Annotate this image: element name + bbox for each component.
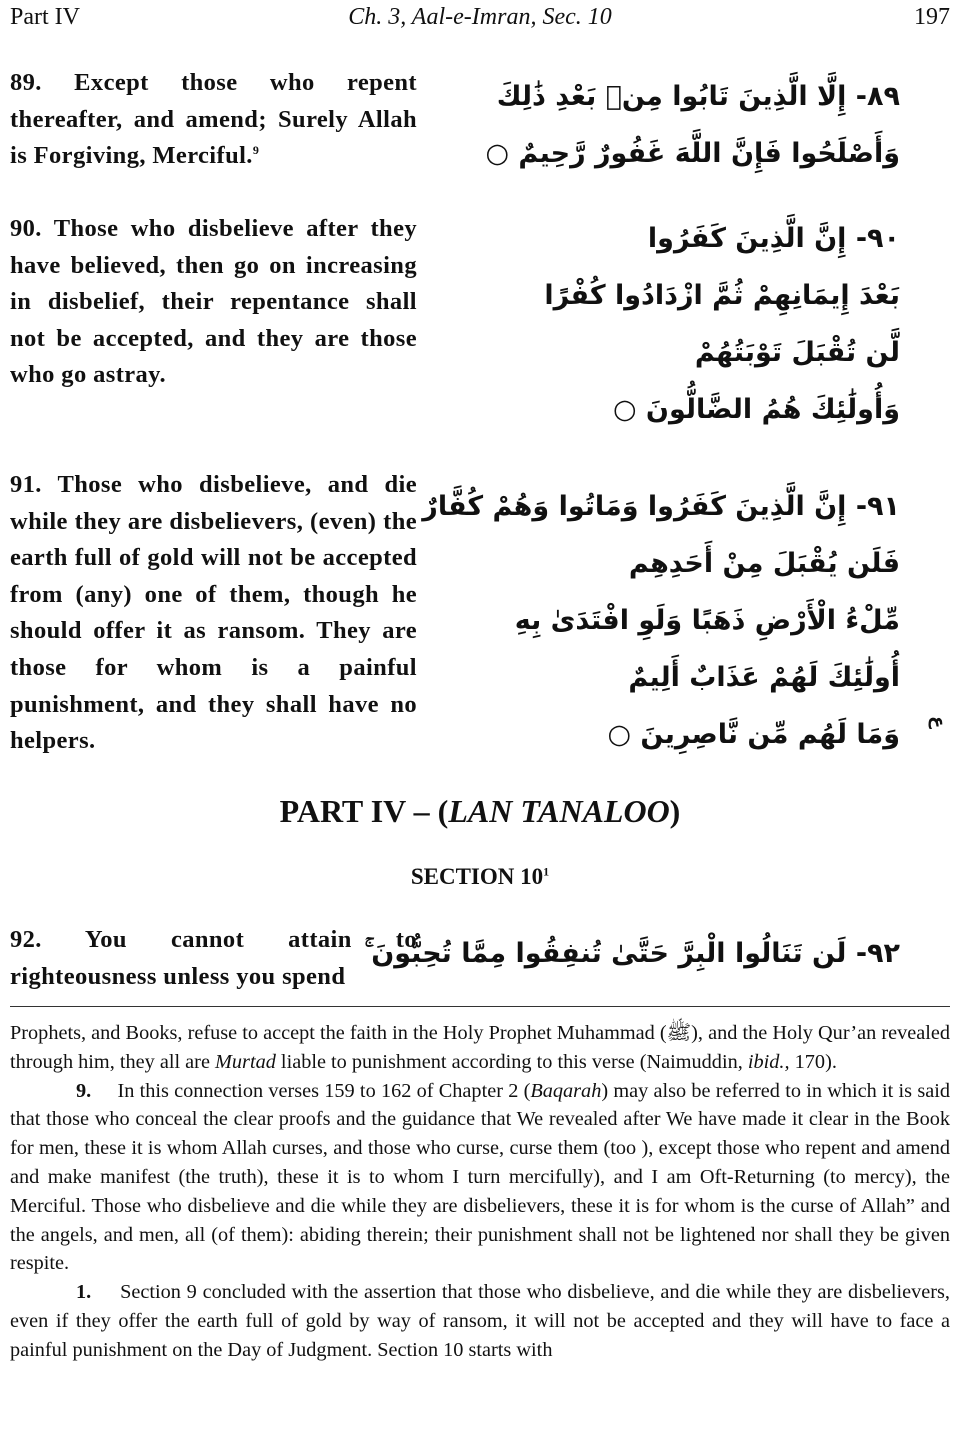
arabic-line: لَّن تُقْبَلَ تَوْبَتُهُمْ bbox=[694, 337, 900, 368]
note-italic: Baqarah bbox=[530, 1079, 602, 1102]
verse-90-translation bbox=[10, 211, 417, 394]
verse-90-text: 90. Those who disbelieve after they have believed, then go on increasing in disbelief, their repentance shall not be accepted, and they are those who go astray. bbox=[10, 215, 417, 389]
footnote-divider bbox=[10, 1006, 950, 1007]
footnote-continuation bbox=[10, 1019, 950, 1077]
verse-91-text: 91. Those who disbelieve, and die while they are disbelievers, (even) the earth full of gold will not be accepted from (any) one of them, though he should offer it as ransom. They are those for whom is a painful punishment, and they shall have no helpers. bbox=[10, 471, 417, 755]
verse-91-translation bbox=[10, 467, 417, 760]
section-heading bbox=[0, 864, 960, 890]
arabic-line: وَمَا لَهُم مِّن نَّاصِرِينَ ○ bbox=[607, 719, 900, 750]
arabic-line: أُولَٰئِكَ لَهُمْ عَذَابٌ أَلِيمٌ bbox=[628, 662, 900, 693]
note-italic: ibid., bbox=[747, 1050, 790, 1073]
arabic-line: مِّلْءُ الْأَرْضِ ذَهَبًا وَلَوِ افْتَدَىٰ بِهِ bbox=[514, 605, 900, 636]
verse-89-arabic bbox=[460, 68, 900, 182]
verse-91-arabic bbox=[422, 478, 900, 763]
section-heading-text: SECTION 10 bbox=[410, 864, 544, 889]
note-text: Section 9 concluded with the assertion that those who disbelieve, and die while they are disbelievers, even if they offer the earth full of gold by way of ransom, it will not be accepted and they will have to face a painful punishment on the Day of Judgment. Section 10 starts with bbox=[10, 1281, 950, 1361]
header-part: Part IV bbox=[10, 4, 80, 30]
verse-90-arabic bbox=[460, 210, 900, 438]
part-heading-prefix: PART IV – ( bbox=[279, 793, 449, 829]
part-heading bbox=[0, 793, 960, 830]
footnote-9 bbox=[10, 1077, 950, 1279]
part-heading-suffix: ) bbox=[669, 793, 681, 829]
note-text: 170). bbox=[789, 1050, 837, 1073]
arabic-line: فَلَن يُقْبَلَ مِنْ أَحَدِهِم bbox=[628, 548, 900, 579]
verse-89-translation bbox=[10, 65, 417, 175]
footnote-1 bbox=[10, 1278, 950, 1364]
verse-92-translation bbox=[10, 922, 417, 995]
footnotes bbox=[10, 1019, 950, 1365]
verse-92-arabic bbox=[364, 925, 900, 982]
section-footnote-ref: 1 bbox=[543, 864, 550, 879]
footnote-ref-9: 9 bbox=[252, 143, 260, 158]
part-heading-italic: LAN TANALOO bbox=[448, 793, 670, 829]
footnote-number: 9. bbox=[76, 1079, 92, 1102]
arabic-line: بَعْدَ إِيمَانِهِمْ ثُمَّ ازْدَادُوا كُفْرًا bbox=[544, 280, 900, 311]
arabic-line: وَأَصْلَحُوا فَإِنَّ اللَّهَ غَفُورٌ رَّحِيمٌ ○ bbox=[485, 138, 900, 169]
arabic-line: ٨٩- إِلَّا الَّذِينَ تَابُوا مِنۢ بَعْدِ ذَٰلِكَ bbox=[496, 81, 900, 112]
arabic-line: ٩٢- لَن تَنَالُوا الْبِرَّ حَتَّىٰ تُنفِقُوا مِمَّا تُحِبُّونَ ۚ bbox=[364, 938, 900, 969]
note-italic: Murtad bbox=[215, 1050, 276, 1073]
arabic-line: ٩٠- إِنَّ الَّذِينَ كَفَرُوا bbox=[647, 223, 900, 254]
arabic-line: ٩١- إِنَّ الَّذِينَ كَفَرُوا وَمَاتُوا وَهُمْ كُفَّارٌ bbox=[422, 491, 900, 522]
verse-89-text: 89. Except those who repent thereafter, and amend; Surely Allah is Forgiving, Merciful. bbox=[10, 69, 417, 170]
note-text: liable to punishment according to this verse (Naimuddin, bbox=[275, 1050, 748, 1073]
note-text: ) may also be referred to in which it is said that those who conceal the clear proofs and the guidance that We revealed after We have made it clear in the Book for men, these it is whom Allah curses, and those who curse, curse them (too ), except those who repent and amend and make manifest (the truth), these it is to whom I turn mercifully), and I am Oft-Returning (to mercy), the Merciful. Those who disbelieve and die while they are disbelievers, these it is for whom is the curse of Allah” and the angels, and men, all (of them): abiding therein; their punishment shall not be lightened nor shall they be given respite. bbox=[10, 1079, 950, 1275]
ruku-mark: ع bbox=[928, 716, 949, 729]
header-title: Ch. 3, Aal-e-Imran, Sec. 10 bbox=[348, 4, 612, 30]
note-text: Prophets, and Books, refuse to accept the faith in the Holy Prophet Muhammad (ﷺ), and the Holy Qur’an revealed through him, they all are bbox=[10, 1022, 950, 1073]
note-text: In this connection verses 159 to 162 of Chapter 2 ( bbox=[117, 1079, 531, 1102]
page-header bbox=[10, 4, 950, 34]
footnote-number: 1. bbox=[76, 1281, 92, 1304]
arabic-line: وَأُولَٰئِكَ هُمُ الضَّالُّونَ ○ bbox=[612, 394, 900, 425]
verse-92-text: 92. You cannot attain to righteousness unless you spend bbox=[10, 926, 417, 990]
page-number: 197 bbox=[914, 4, 950, 30]
